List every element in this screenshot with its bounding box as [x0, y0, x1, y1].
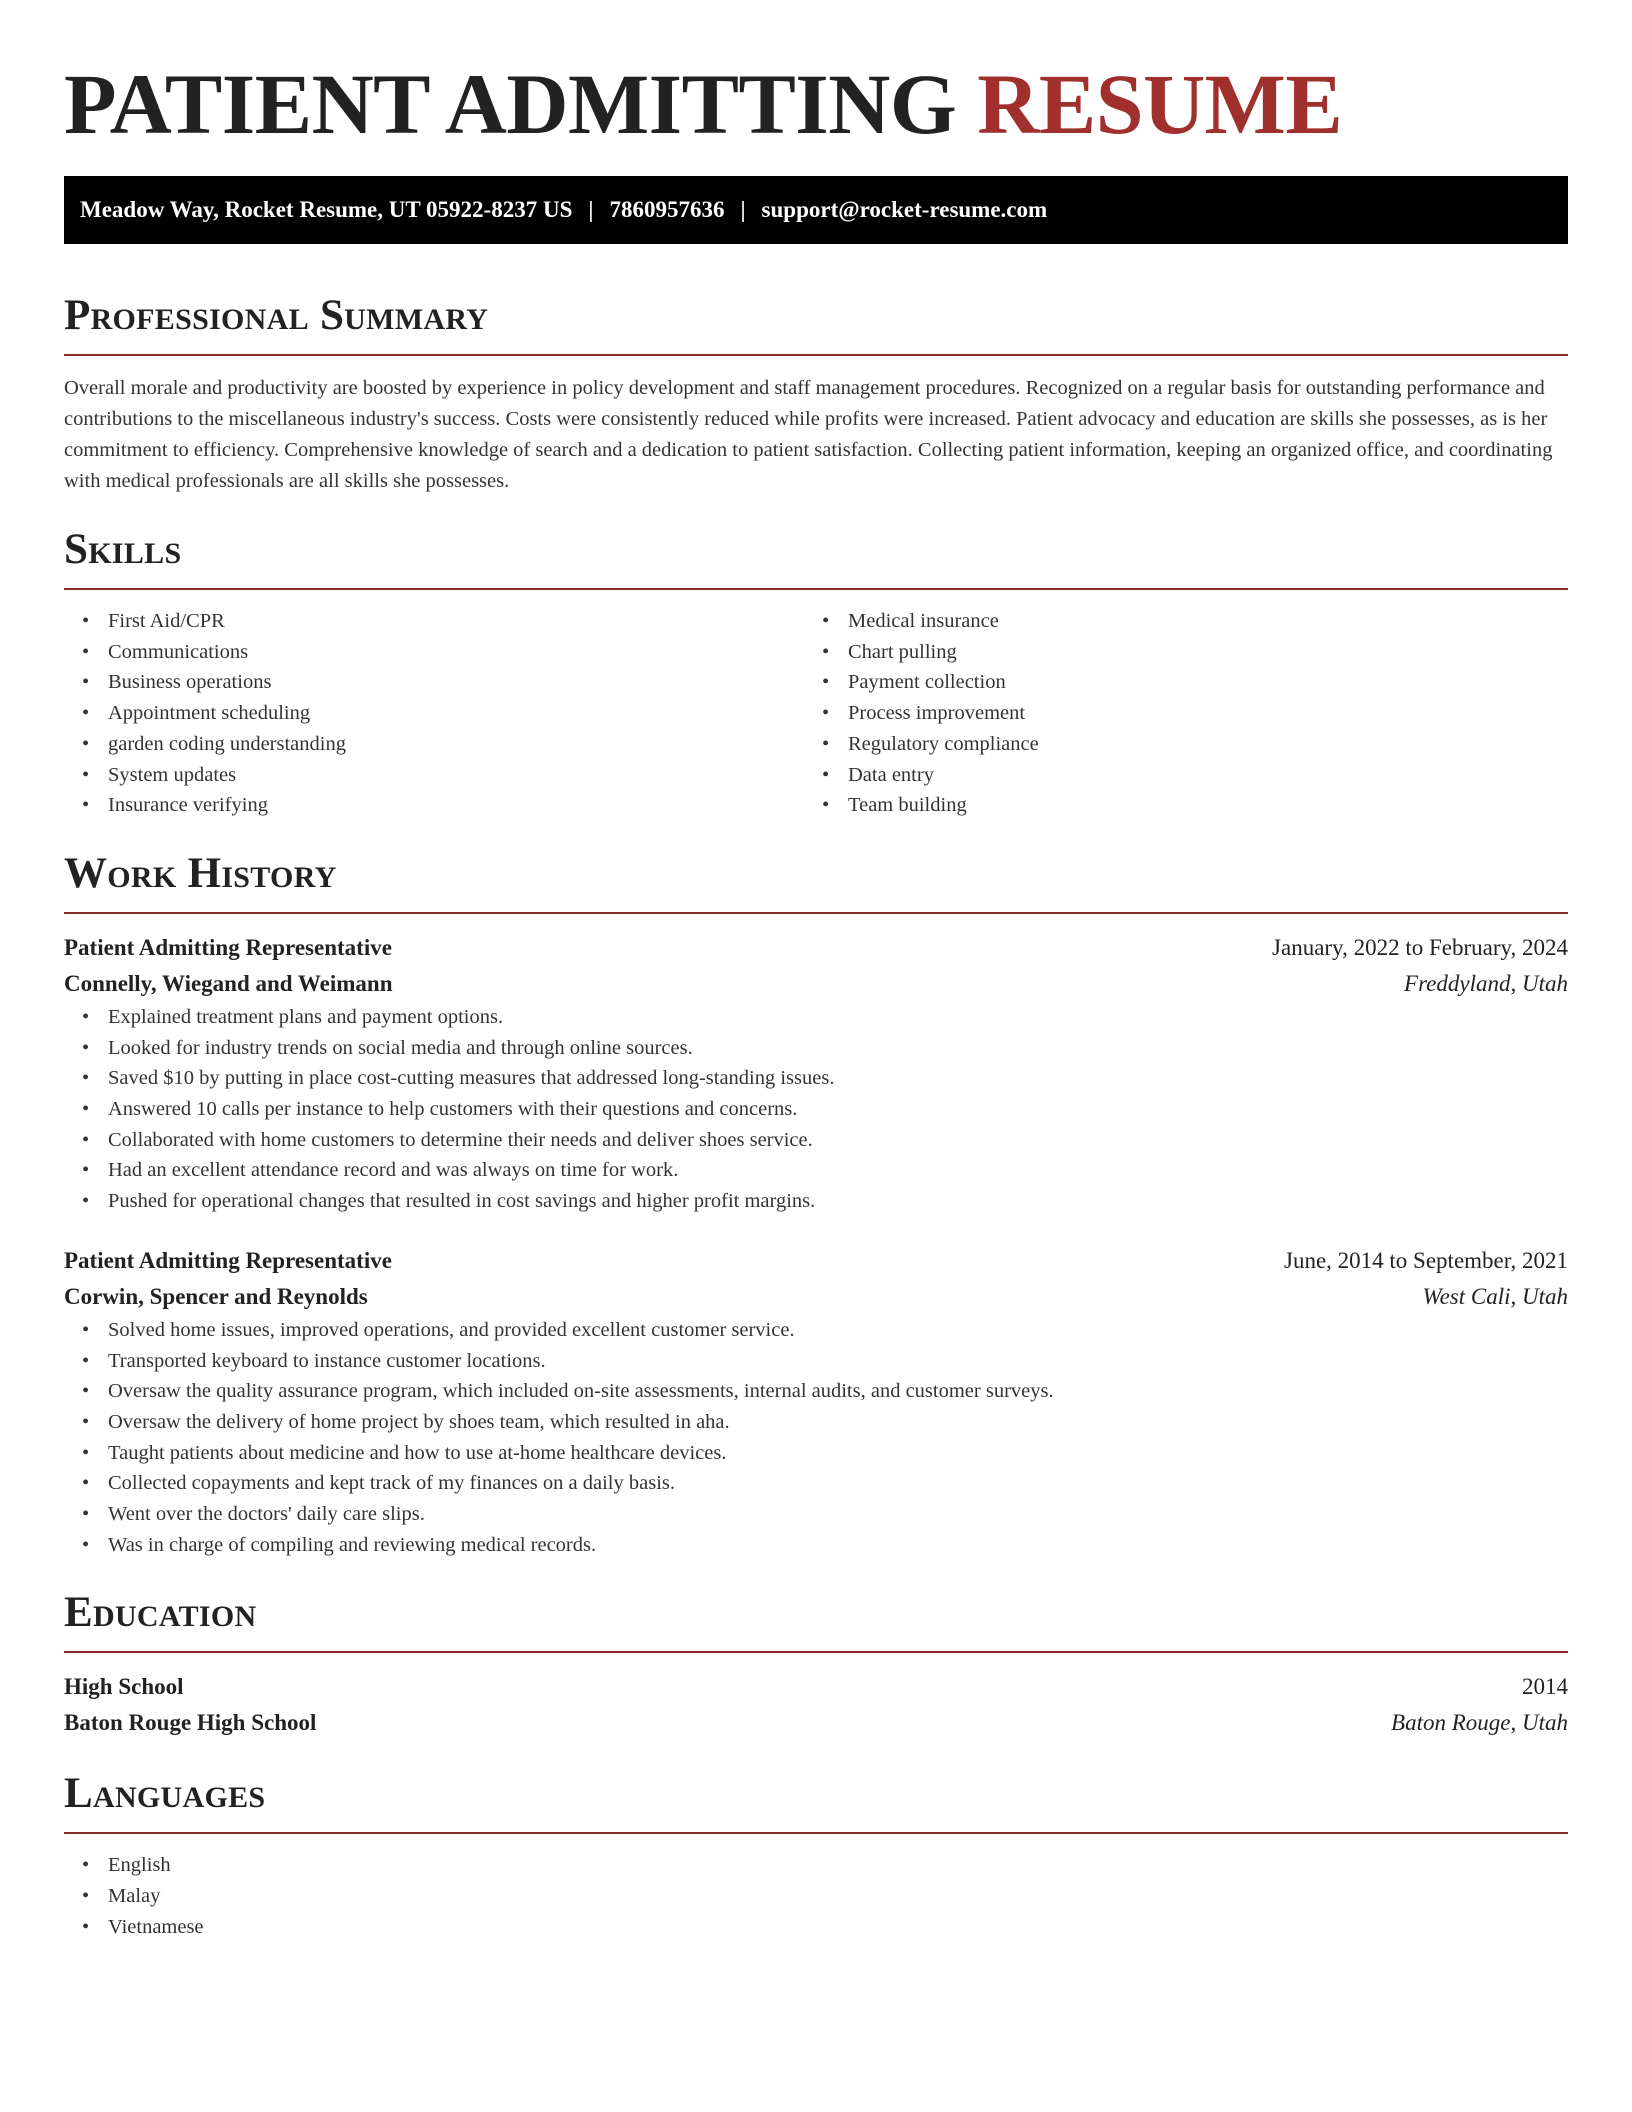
- education-school: Baton Rouge High School: [64, 1710, 317, 1736]
- job-location: Freddyland, Utah: [1404, 970, 1568, 996]
- skill-item: • garden coding understanding: [64, 729, 804, 760]
- languages-section: [64, 1768, 1568, 1942]
- skill-item: • Team building: [804, 790, 1544, 821]
- job-duty: • Oversaw the delivery of home project by shoes team, which resulted in aha.: [64, 1407, 1568, 1438]
- job-duty: • Went over the doctors' daily care slips.: [64, 1499, 1568, 1530]
- job-header-row: [64, 930, 1568, 966]
- skills-grid: [64, 606, 1568, 821]
- section-divider: [64, 354, 1568, 356]
- job-duty: • Answered 10 calls per instance to help customers with their questions and concerns.: [64, 1094, 1568, 1125]
- job-duty: • Explained treatment plans and payment options.: [64, 1002, 1568, 1033]
- job-duties-list: [64, 1315, 1568, 1561]
- job-duty: • Looked for industry trends on social media and through online sources.: [64, 1033, 1568, 1064]
- summary-section: [64, 290, 1568, 497]
- skill-item: • Appointment scheduling: [64, 698, 804, 729]
- languages-list: [64, 1850, 1568, 1942]
- education-location: Baton Rouge, Utah: [1391, 1710, 1568, 1736]
- skill-item: • Communications: [64, 637, 804, 668]
- skill-item: • System updates: [64, 760, 804, 791]
- work-section: [64, 848, 1568, 1561]
- job-duty: • Taught patients about medicine and how to use at-home healthcare devices.: [64, 1438, 1568, 1469]
- job-duty: • Solved home issues, improved operations, and provided excellent customer service.: [64, 1315, 1568, 1346]
- job-duty: • Was in charge of compiling and reviewing medical records.: [64, 1530, 1568, 1561]
- skill-item: • Chart pulling: [804, 637, 1544, 668]
- section-divider: [64, 1832, 1568, 1834]
- skills-right-list: [804, 606, 1544, 821]
- language-item: • English: [64, 1850, 1568, 1881]
- language-item: • Vietnamese: [64, 1912, 1568, 1943]
- education-entry: [64, 1669, 1568, 1741]
- contact-phone: 7860957636: [609, 197, 725, 222]
- education-degree: High School: [64, 1674, 184, 1700]
- job-entry: [64, 1243, 1568, 1561]
- job-company: Corwin, Spencer and Reynolds: [64, 1283, 368, 1309]
- education-section: [64, 1587, 1568, 1741]
- job-company: Connelly, Wiegand and Weimann: [64, 970, 393, 996]
- job-duties-list: [64, 1002, 1568, 1217]
- education-school-row: [64, 1705, 1568, 1741]
- job-dates: June, 2014 to September, 2021: [1284, 1247, 1568, 1273]
- skill-item: • Medical insurance: [804, 606, 1544, 637]
- job-header-row: [64, 1243, 1568, 1279]
- summary-heading: Professional Summary: [64, 292, 489, 339]
- skill-item: • Business operations: [64, 667, 804, 698]
- job-duty: • Pushed for operational changes that resulted in cost savings and higher profit margins.: [64, 1186, 1568, 1217]
- skills-section: [64, 524, 1568, 821]
- job-dates: January, 2022 to February, 2024: [1272, 934, 1568, 960]
- job-title: Patient Admitting Representative: [64, 934, 392, 960]
- section-divider: [64, 912, 1568, 914]
- contact-bar: [64, 176, 1568, 244]
- skill-item: • Insurance verifying: [64, 790, 804, 821]
- skill-item: • Payment collection: [804, 667, 1544, 698]
- skills-heading: Skills: [64, 526, 182, 573]
- contact-email: support@rocket-resume.com: [761, 197, 1048, 222]
- title-main: PATIENT ADMITTING: [64, 56, 957, 152]
- summary-text: Overall morale and productivity are boosted by experience in policy development and staff management procedures. Recognized on a regular basis for outstanding performance and contributions to the miscellaneous industry's success. Costs were consistently reduced while profits were increased. Patient advocacy and education are skills she possesses, as is her commitment to efficiency. Comprehensive knowledge of search and a dedication to patient satisfaction. Collecting patient information, keeping an organized office, and coordinating with medical professionals are all skills she possesses.: [64, 377, 1553, 492]
- resume-title: [64, 0, 1568, 154]
- job-duty: • Collaborated with home customers to determine their needs and deliver shoes service.: [64, 1125, 1568, 1156]
- language-item: • Malay: [64, 1881, 1568, 1912]
- skills-left-list: [64, 606, 804, 821]
- job-duty: • Collected copayments and kept track of my finances on a daily basis.: [64, 1468, 1568, 1499]
- job-company-row: [64, 1279, 1568, 1315]
- section-divider: [64, 588, 1568, 590]
- skill-item: • First Aid/CPR: [64, 606, 804, 637]
- skill-item: • Regulatory compliance: [804, 729, 1544, 760]
- job-duty: • Oversaw the quality assurance program, which included on-site assessments, internal audits, and customer surveys.: [64, 1376, 1568, 1407]
- job-duty: • Saved $10 by putting in place cost-cutting measures that addressed long-standing issues.: [64, 1063, 1568, 1094]
- languages-heading: Languages: [64, 1770, 266, 1818]
- job-company-row: [64, 966, 1568, 1002]
- section-divider: [64, 1651, 1568, 1653]
- job-duty: • Transported keyboard to instance customer locations.: [64, 1346, 1568, 1377]
- contact-separator: |: [740, 197, 746, 222]
- job-entry: [64, 930, 1568, 1217]
- education-row: [64, 1669, 1568, 1705]
- skill-item: • Process improvement: [804, 698, 1544, 729]
- education-heading: Education: [64, 1589, 257, 1637]
- work-heading: Work History: [64, 849, 337, 897]
- education-year: 2014: [1522, 1674, 1568, 1700]
- skill-item: • Data entry: [804, 760, 1544, 791]
- job-duty: • Had an excellent attendance record and was always on time for work.: [64, 1155, 1568, 1186]
- contact-separator: |: [588, 197, 594, 222]
- contact-address: Meadow Way, Rocket Resume, UT 05922-8237 US: [80, 197, 573, 222]
- job-location: West Cali, Utah: [1422, 1283, 1568, 1309]
- title-accent: RESUME: [977, 56, 1343, 152]
- job-title: Patient Admitting Representative: [64, 1247, 392, 1273]
